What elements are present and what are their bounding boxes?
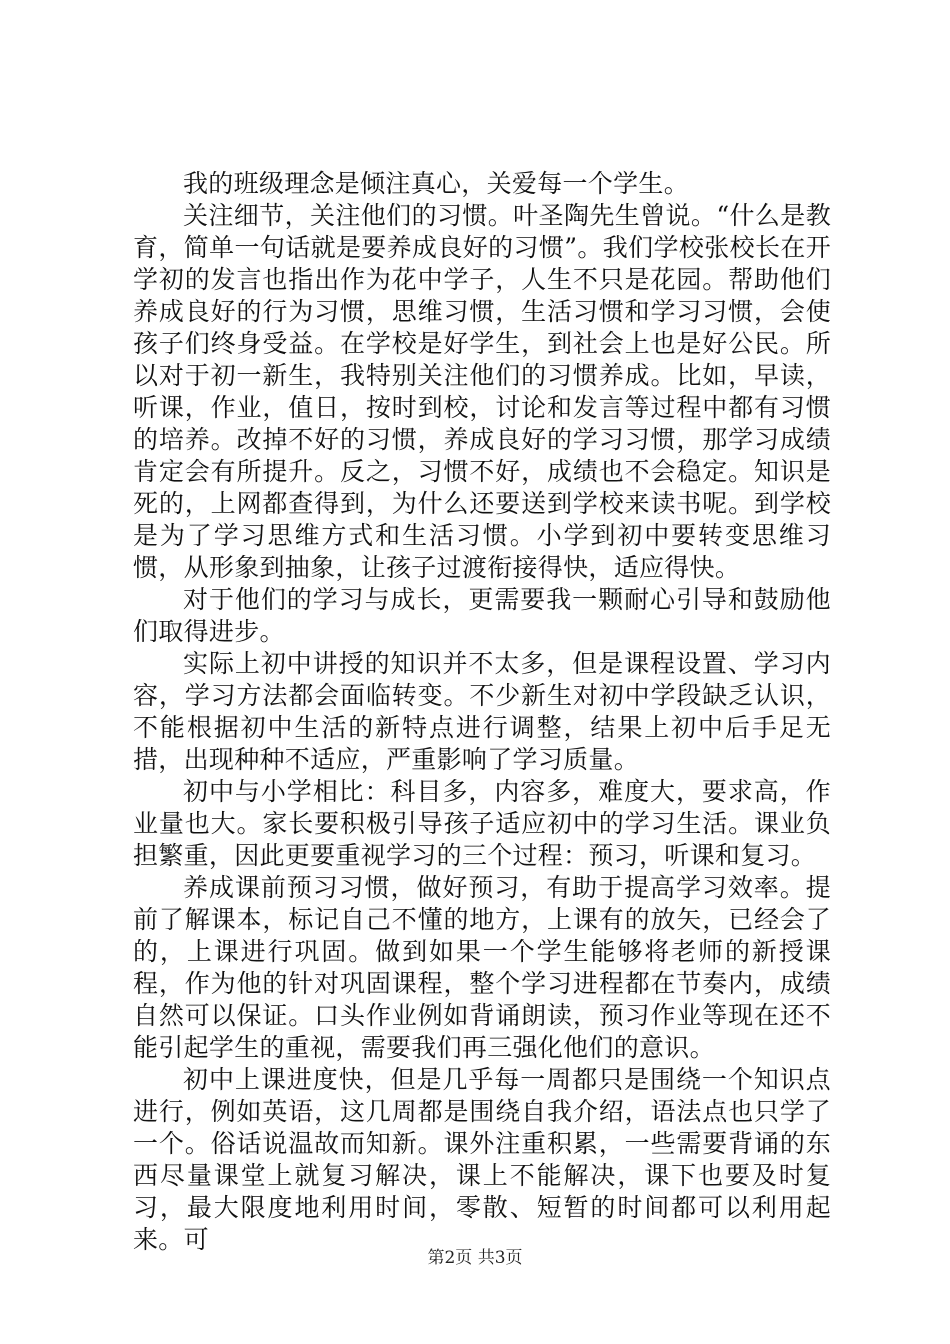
document-body	[133, 168, 831, 1256]
paragraph-7: 初中上课进度快，但是几乎每一周都只是围绕一个知识点进行，例如英语，这几周都是围绕自我介绍，语法点也只学了一个。俗话说温故而知新。课外注重积累，一些需要背诵的东西尽量课堂上就复习解决，课上不能解决，课下也要及时复习，最大限度地利用时间，零散、短暂的时间都可以利用起来。可	[133, 1065, 831, 1254]
paragraph-4: 实际上初中讲授的知识并不太多，但是课程设置、学习内容，学习方法都会面临转变。不少新生对初中学段缺乏认识，不能根据初中生活的新特点进行调整，结果上初中后手足无措，出现种种不适应，严重影响了学习质量。	[133, 649, 831, 774]
paragraph-2: 关注细节，关注他们的习惯。叶圣陶先生曾说。“什么是教育，简单一句话就是要养成良好的习惯”。我们学校张校长在开学初的发言也指出作为花中学子，人生不只是花园。帮助他们养成良好的行为习惯，思维习惯，生活习惯和学习习惯，会使孩子们终身受益。在学校是好学生，到社会上也是好公民。所以对于初一新生，我特别关注他们的习惯养成。比如，早读，听课，作业，值日，按时到校，讨论和发言等过程中都有习惯的培养。改掉不好的习惯，养成良好的学习习惯，那学习成绩肯定会有所提升。反之，习惯不好，成绩也不会稳定。知识是死的，上网都查得到，为什么还要送到学校来读书呢。到学校是为了学习思维方式和生活习惯。小学到初中要转变思维习惯，从形象到抽象，让孩子过渡衔接得快，适应得快。	[133, 201, 831, 582]
paragraph-6: 养成课前预习习惯，做好预习，有助于提高学习效率。提前了解课本，标记自己不懂的地方，上课有的放矢，已经会了的，上课进行巩固。做到如果一个学生能够将老师的新授课程，作为他的针对巩固课程，整个学习进程都在节奏内，成绩自然可以保证。口头作业例如背诵朗读，预习作业等现在还不能引起学生的重视，需要我们再三强化他们的意识。	[133, 873, 831, 1062]
paragraph-5: 初中与小学相比：科目多，内容多，难度大，要求高，作业量也大。家长要积极引导孩子适应初中的学习生活。课业负担繁重，因此更要重视学习的三个过程：预习，听课和复习。	[133, 777, 831, 870]
paragraph-1: 我的班级理念是倾注真心，关爱每一个学生。	[183, 169, 690, 198]
page-footer: 第2页 共3页	[427, 1248, 523, 1268]
paragraph-3: 对于他们的学习与成长，更需要我一颗耐心引导和鼓励他们取得进步。	[133, 585, 831, 646]
